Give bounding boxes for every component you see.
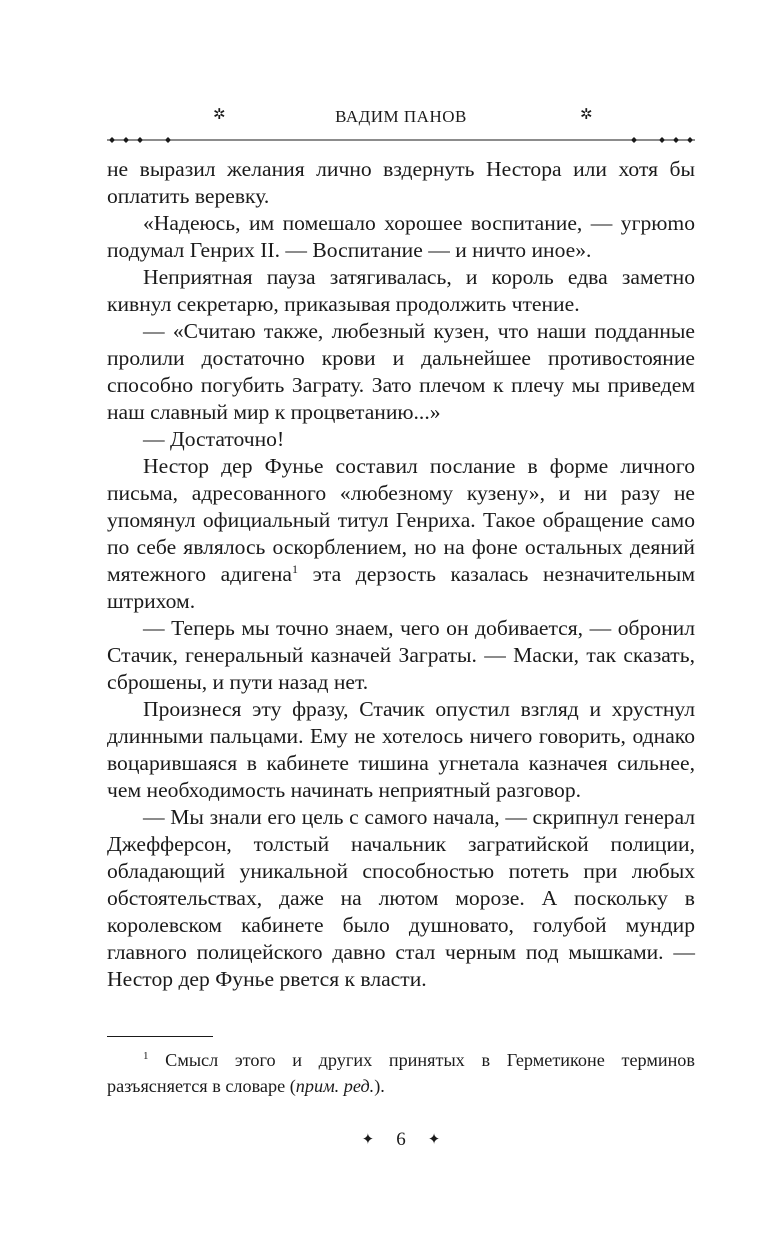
paragraph <box>107 453 695 615</box>
header-rule-ornament-icon <box>107 134 695 146</box>
footnote-text: Смысл этого и других принятых в Герметиконе терминов разъясняется в словаре ( <box>107 1050 695 1096</box>
paragraph: — Достаточно! <box>143 427 285 451</box>
star-ornament-right-icon: ✲ <box>580 107 593 123</box>
footnote-close: ). <box>374 1076 385 1096</box>
diamond-ornament-left-icon: ✦ <box>361 1132 375 1148</box>
page-number: 6 <box>396 1129 406 1150</box>
paragraph-text: Нестор дер Фунье составил послание в форме личного письма, адресованного «любезному кузену», и ни разу не упомянул официальный титул Генриха. Такое обращение само по себе являлось оскорблением, но на фоне остальных деяний мятежного адигена <box>107 454 695 586</box>
paragraph: Неприятная пауза затягивалась, и король едва заметно кивнул секретарю, приказывая продолжить чтение. <box>107 265 695 316</box>
running-head-author: ВАДИМ ПАНОВ <box>335 107 467 126</box>
star-ornament-left-icon: ✲ <box>213 107 226 123</box>
page-footer <box>107 1128 695 1152</box>
paragraph: не выразил желания лично вздернуть Нестора или хотя бы оплатить веревку. <box>107 157 695 208</box>
paragraph: — «Считаю также, любезный кузен, что наши подданные пролили достаточно крови и дальнейшее противостояние способно погубить Заграту. Зато плечом к плечу мы приведем наш славный мир к процветанию...» <box>107 319 695 424</box>
main-text <box>107 156 695 993</box>
paragraph: — Теперь мы точно знаем, чего он добивается, — обронил Стачик, генеральный казначей Заграты. — Маски, так сказать, сброшены, и пути назад нет. <box>107 616 695 694</box>
paragraph: «Надеюсь, им помешало хорошее воспитание, — угрюmо подумал Генрих II. — Воспитание — и ничто иное». <box>107 211 695 262</box>
paragraph: Произнеся эту фразу, Стачик опустил взгляд и хрустнул длинными пальцами. Ему не хотелось ничего говорить, однако воцарившаяся в кабинете тишина угнетала казначея сильнее, чем необходимость начинать неприятный разговор. <box>107 697 695 802</box>
paragraph-text: эта дерзость казалась незначительным штрихом. <box>107 562 695 613</box>
footnote-separator <box>107 1036 213 1037</box>
footnote <box>107 1047 695 1099</box>
footnote-reference[interactable]: 1 <box>292 562 299 576</box>
running-header <box>107 104 695 144</box>
footnote-paragraph <box>107 1047 695 1099</box>
diamond-ornament-right-icon: ✦ <box>427 1132 441 1148</box>
paragraph: — Мы знали его цель с самого начала, — скрипнул генерал Джефферсон, толстый начальник загратийской полиции, обладающий уникальной способностью потеть при любых обстоятельствах, даже на лютом морозе. А поскольку в королевском кабинете было душновато, голубой мундир главного полицейского давно стал черным под мышками. — Нестор дер Фунье рвется к власти. <box>107 805 695 991</box>
footnote-marker: 1 <box>143 1050 149 1062</box>
footnote-italic: прим. ред. <box>295 1076 375 1096</box>
header-rule-divider <box>107 134 695 146</box>
